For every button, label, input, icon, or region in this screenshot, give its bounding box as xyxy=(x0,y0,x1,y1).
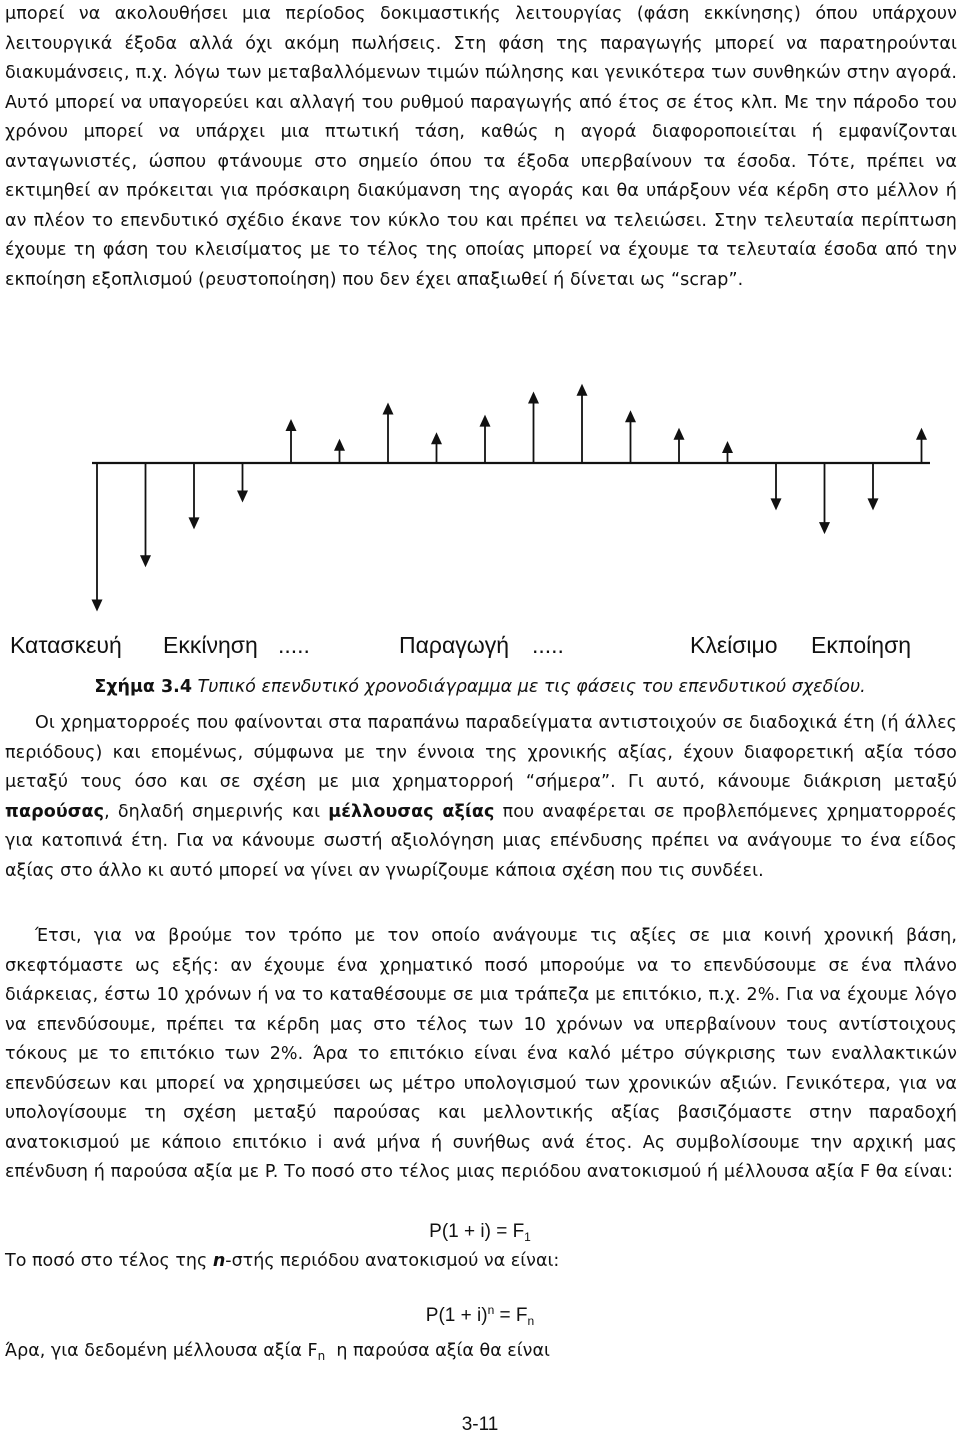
cash-flow-arrow-11-up xyxy=(577,384,588,463)
cash-flow-arrows xyxy=(92,384,928,612)
cash-flow-arrow-16-down xyxy=(819,463,830,534)
cash-flow-arrow-3-down xyxy=(189,463,200,529)
paragraph-time-value xyxy=(5,709,957,886)
phase-closing: Κλείσιμο xyxy=(690,632,778,658)
eq-subscript: 1 xyxy=(524,1230,531,1244)
eq-subscript: n xyxy=(527,1314,535,1328)
cash-flow-arrow-18-up xyxy=(916,428,927,463)
cash-flow-arrow-14-up xyxy=(722,441,733,463)
investment-timeline-diagram xyxy=(0,335,960,635)
text-run: Άρα, για δεδομένη μέλλουσα αξία F xyxy=(5,1341,318,1361)
page-number: 3-11 xyxy=(461,1414,499,1435)
cash-flow-arrow-17-down xyxy=(868,463,879,510)
bold-term-present: παρούσας xyxy=(5,801,105,822)
eq-text: P(1 + i) xyxy=(425,1305,488,1326)
figure-caption xyxy=(0,674,960,700)
phase-construction: Κατασκευή xyxy=(10,632,122,658)
eq-text: P(1 + i) = F xyxy=(429,1221,525,1242)
cash-flow-arrow-5-up xyxy=(286,419,297,463)
text-run: -στής περιόδου ανατοκισμού να είναι: xyxy=(225,1251,560,1271)
text-subscript: n xyxy=(317,1349,326,1363)
phase-dots-2: ..... xyxy=(532,632,564,658)
equation-n-periods xyxy=(0,1298,960,1333)
italic-n: n xyxy=(212,1251,226,1271)
eq-superscript: n xyxy=(487,1303,495,1317)
cash-flow-arrow-7-up xyxy=(383,403,394,464)
cash-flow-arrow-6-up xyxy=(334,439,345,463)
figure-label: Σχήμα 3. xyxy=(94,677,180,697)
eq-text: = F xyxy=(494,1305,528,1326)
text-line-n-period xyxy=(5,1249,957,1273)
text-line-present-value xyxy=(5,1339,957,1368)
cash-flow-arrow-15-down xyxy=(771,463,782,510)
cash-flow-arrow-9-up xyxy=(480,415,491,463)
figure-text: Τυπικό επενδυτικό χρονοδιάγραμμα με τις φάσεις του επενδυτικού σχεδίου. xyxy=(192,677,866,697)
phase-dots-1: ..... xyxy=(278,632,310,658)
phase-disposal: Εκποίηση xyxy=(811,632,912,658)
cash-flow-arrow-1-down xyxy=(92,463,103,612)
cash-flow-arrow-12-up xyxy=(625,410,636,463)
figure-number: 4 xyxy=(179,677,193,697)
equation-one-period xyxy=(0,1220,960,1249)
cash-flow-arrow-13-up xyxy=(674,428,685,463)
cash-flow-arrow-8-up xyxy=(431,432,442,463)
cash-flow-arrow-10-up xyxy=(528,392,539,464)
cash-flow-arrow-2-down xyxy=(140,463,151,567)
paragraph-compounding: Έτσι, για να βρούμε τον τρόπο με τον οποίο ανάγουμε τις αξίες σε μια κοινή χρονική βάση, σκεφτόμαστε ως εξής: αν έχουμε ένα χρηματικό ποσό μπορούμε να το επενδύσουμε σε ένα πλάνο διάρκειας, έστω 10 χρόνων ή να το καταθέσουμε σε μια τράπεζα με επιτόκιο, π.χ. 2%. Για να έχουμε λόγο να επενδύσουμε, πρέπει τα κέρδη μας στο τέλος των 10 χρόνων να υπερβαίνουν τους αντίστοιχους τόκους με το επιτόκιο των 2%. Άρα το επιτόκιο είναι ένα καλό μέτρο σύγκρισης των εναλλακτικών επενδύσεων και μπορεί να χρησιμεύσει ως μέτρο υπολογισμού των χρονικών αξιών. Γενικότερα, για να υπολογίσουμε τη σχέση μεταξύ παρούσας και μελλοντικής αξίας βασιζόμαστε στην παραδοχή ανατοκισμού με κάποιο επιτόκιο i ανά μήνα ή συνήθως ανά έτος. Ας συμβολίσουμε την αρχική μας επένδυση ή παρούσα αξία με P. Το ποσό στο τέλος μιας περιόδου ανατοκισμού ή μέλλουσα αξία F θα είναι: xyxy=(5,926,957,1182)
text-run: που αναφέρεται σε προβλεπόμενες χρηματορροές για κατοπινά έτη. Για να κάνουμε σωστή αξιολόγηση μιας επένδυσης πρέπει να ανάγουμε το ένα είδος αξίας στο άλλο κι αυτό μπορεί να γίνει αν γνωρίζουμε κάποια σχέση που τις συνδέει. xyxy=(5,801,957,881)
bold-term-future: μέλλουσας αξίας xyxy=(328,801,495,822)
phase-production: Παραγωγή xyxy=(399,632,510,658)
text-run: , δηλαδή σημερινής και xyxy=(104,801,329,822)
text-run: η παρούσα αξία θα είναι xyxy=(325,1341,550,1361)
phase-labels xyxy=(10,632,950,666)
paragraph-investment-phases: μπορεί να ακολουθήσει μια περίοδος δοκιμαστικής λειτουργίας (φάση εκκίνησης) όπου υπάρχουν λειτουργικά έξοδα αλλά όχι ακόμη πωλήσεις. Στη φάση της παραγωγής μπορεί να παρατηρούνται διακυμάνσεις, π.χ. λόγω των μεταβαλλόμενων τιμών πώλησης και γενικότερα των συνθηκών στην αγορά. Αυτό μπορεί να υπαγορεύει και αλλαγή του ρυθμού παραγωγής από έτος σε έτος κλπ. Με την πάροδο του χρόνου μπορεί να υπάρχει μια πτωτική τάση, καθώς η αγορά διαφοροποιείται ή εμφανίζονται ανταγωνιστές, ώσπου φτάνουμε στο σημείο όπου τα έξοδα υπερβαίνουν τα έσοδα. Τότε, πρέπει να εκτιμηθεί αν πρόκειται για πρόσκαιρη διακύμανση της αγοράς και θα υπάρξουν νέα κέρδη στο μέλλον ή αν πλέον το επενδυτικό σχέδιο έκανε τον κύκλο του και πρέπει να τελειώσει. Στην τελευταία περίπτωση έχουμε τη φάση του κλεισίματος με το τέλος της οποίας μπορεί να έχουμε τα τελευταία έσοδα από την εκποίηση εξοπλισμού (ρευστοποίηση) που δεν έχει απαξιωθεί ή δίνεται ως “scrap”. xyxy=(5,4,957,290)
phase-startup: Εκκίνηση xyxy=(163,632,258,658)
text-run: Οι χρηματορροές που φαίνονται στα παραπάνω παραδείγματα αντιστοιχούν σε διαδοχικά έτη (ή άλλες περιόδους) και επομένως, σύμφωνα με την έννοια της χρονικής αξίας, έχουν διαφορετική αξία τόσο μεταξύ τους όσο και σε σχέση με μια χρηματορροή “σήμερα”. Γι αυτό, κάνουμε διάκριση μεταξύ xyxy=(5,713,957,792)
cash-flow-arrow-4-down xyxy=(237,463,248,503)
text-run: Το ποσό στο τέλος της xyxy=(5,1251,213,1271)
